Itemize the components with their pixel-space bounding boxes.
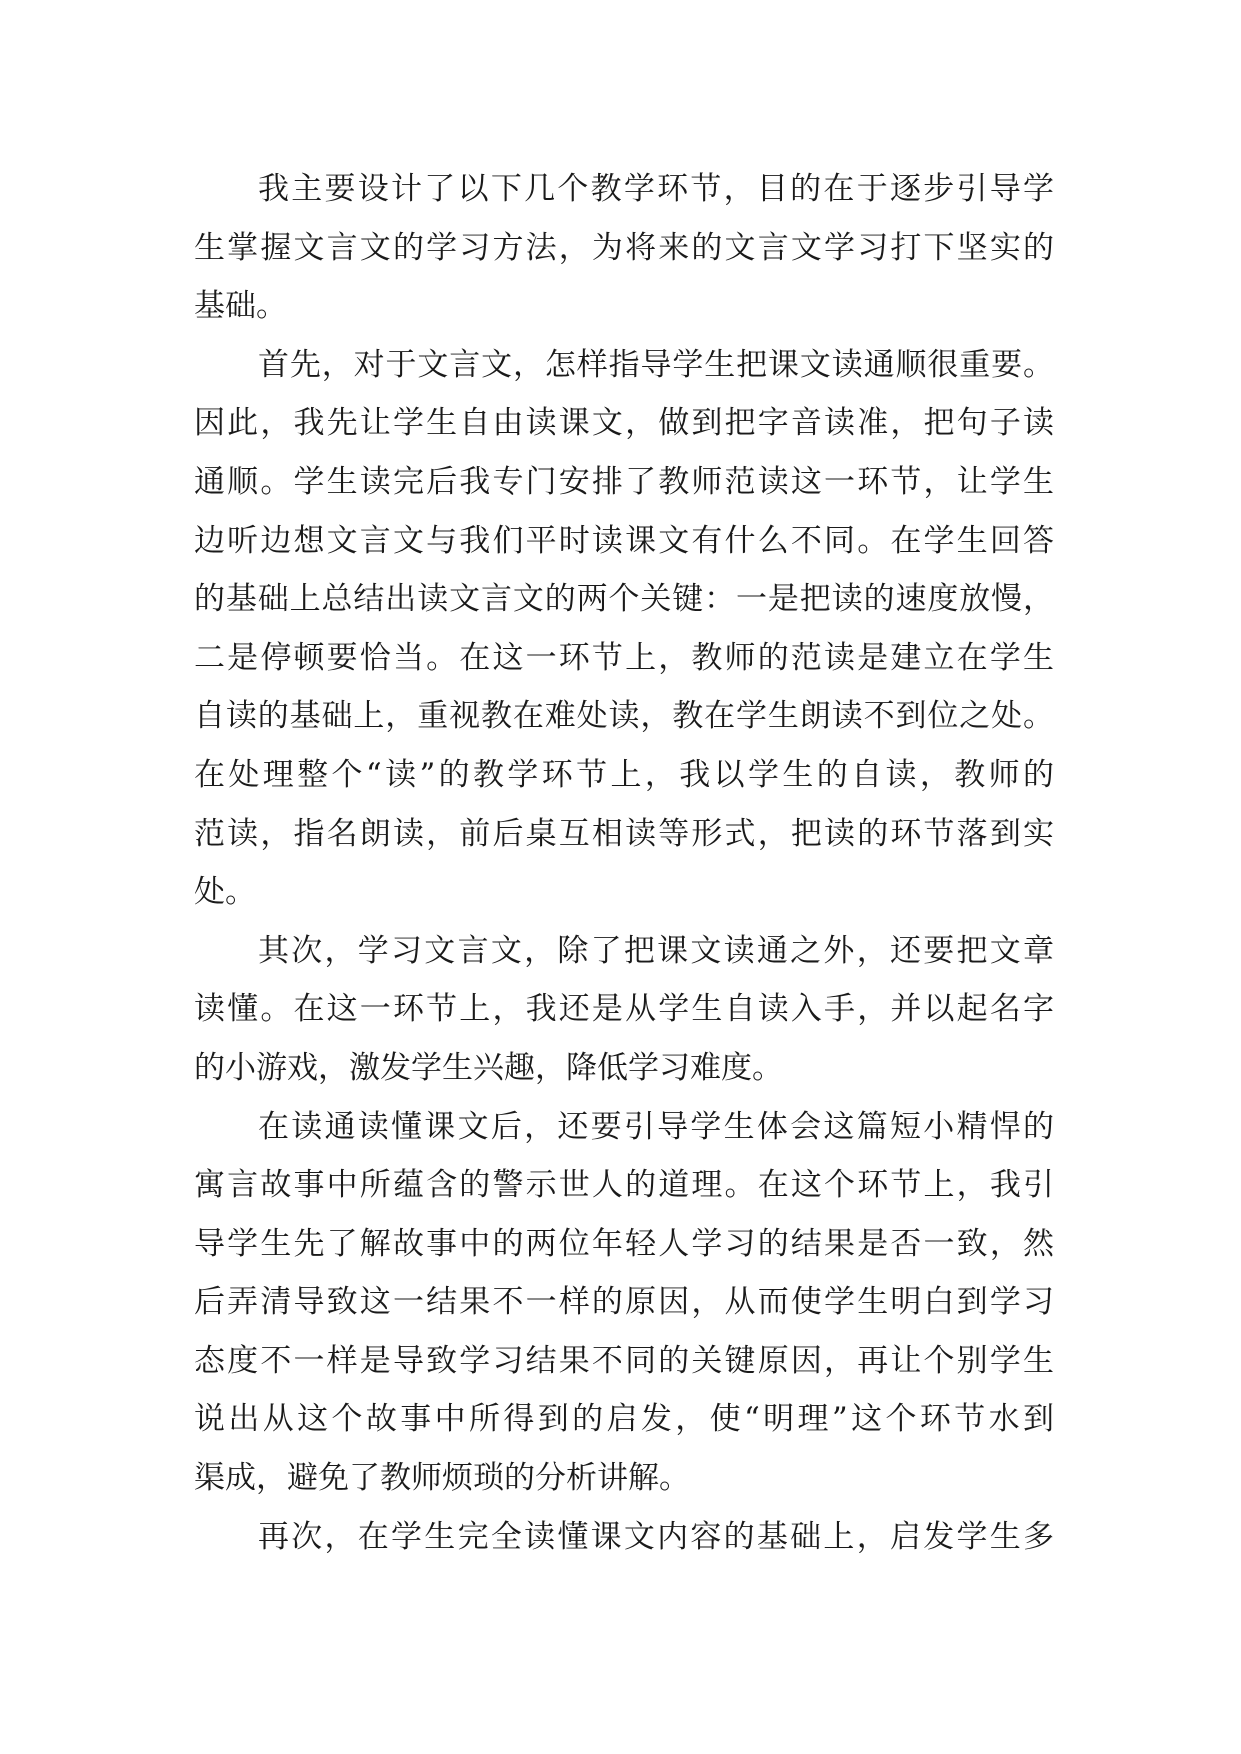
text-line: 说出从这个故事中所得到的启发，使“明理”这个环节水到 <box>194 1401 1054 1438</box>
text-line: 自读的基础上，重视教在难处读，教在学生朗读不到位之处。 <box>194 698 1054 735</box>
text-line: 范读，指名朗读，前后桌互相读等形式，把读的环节落到实 <box>194 815 1054 852</box>
text-line: 首先，对于文言文，怎样指导学生把课文读通顺很重要。 <box>258 346 1054 383</box>
text-line: 后弄清导致这一结果不一样的原因，从而使学生明白到学习 <box>194 1284 1054 1321</box>
document-body <box>194 160 1054 1566</box>
text-line: 处。 <box>194 874 256 911</box>
text-line: 生掌握文言文的学习方法，为将来的文言文学习打下坚实的 <box>194 229 1054 266</box>
text-line: 因此，我先让学生自由读课文，做到把字音读准，把句子读 <box>194 405 1054 442</box>
text-line: 二是停顿要恰当。在这一环节上，教师的范读是建立在学生 <box>194 639 1054 676</box>
text-line: 的基础上总结出读文言文的两个关键：一是把读的速度放慢， <box>194 581 1054 618</box>
text-line: 寓言故事中所蕴含的警示世人的道理。在这个环节上，我引 <box>194 1167 1054 1204</box>
paragraph-5 <box>194 1508 1054 1567</box>
paragraph-1 <box>194 160 1054 336</box>
text-line: 通顺。学生读完后我专门安排了教师范读这一环节，让学生 <box>194 463 1054 500</box>
text-line: 态度不一样是导致学习结果不同的关键原因，再让个别学生 <box>194 1342 1054 1379</box>
text-line: 的小游戏，激发学生兴趣，降低学习难度。 <box>194 1049 783 1086</box>
text-line: 读懂。在这一环节上，我还是从学生自读入手，并以起名字 <box>194 991 1054 1028</box>
text-line: 我主要设计了以下几个教学环节，目的在于逐步引导学 <box>258 171 1054 207</box>
text-line: 渠成，避免了教师烦琐的分析讲解。 <box>194 1460 690 1497</box>
text-line: 再次，在学生完全读懂课文内容的基础上，启发学生多 <box>258 1518 1054 1555</box>
paragraph-2 <box>194 336 1054 922</box>
text-line: 基础。 <box>194 288 287 325</box>
text-line: 在处理整个“读”的教学环节上，我以学生的自读，教师的 <box>194 756 1054 793</box>
text-line: 在读通读懂课文后，还要引导学生体会这篇短小精悍的 <box>258 1108 1054 1145</box>
text-line: 其次，学习文言文，除了把课文读通之外，还要把文章 <box>258 932 1054 969</box>
paragraph-4 <box>194 1098 1054 1508</box>
text-line: 边听边想文言文与我们平时读课文有什么不同。在学生回答 <box>194 522 1054 559</box>
text-line: 导学生先了解故事中的两位年轻人学习的结果是否一致，然 <box>194 1225 1054 1262</box>
paragraph-3 <box>194 922 1054 1098</box>
